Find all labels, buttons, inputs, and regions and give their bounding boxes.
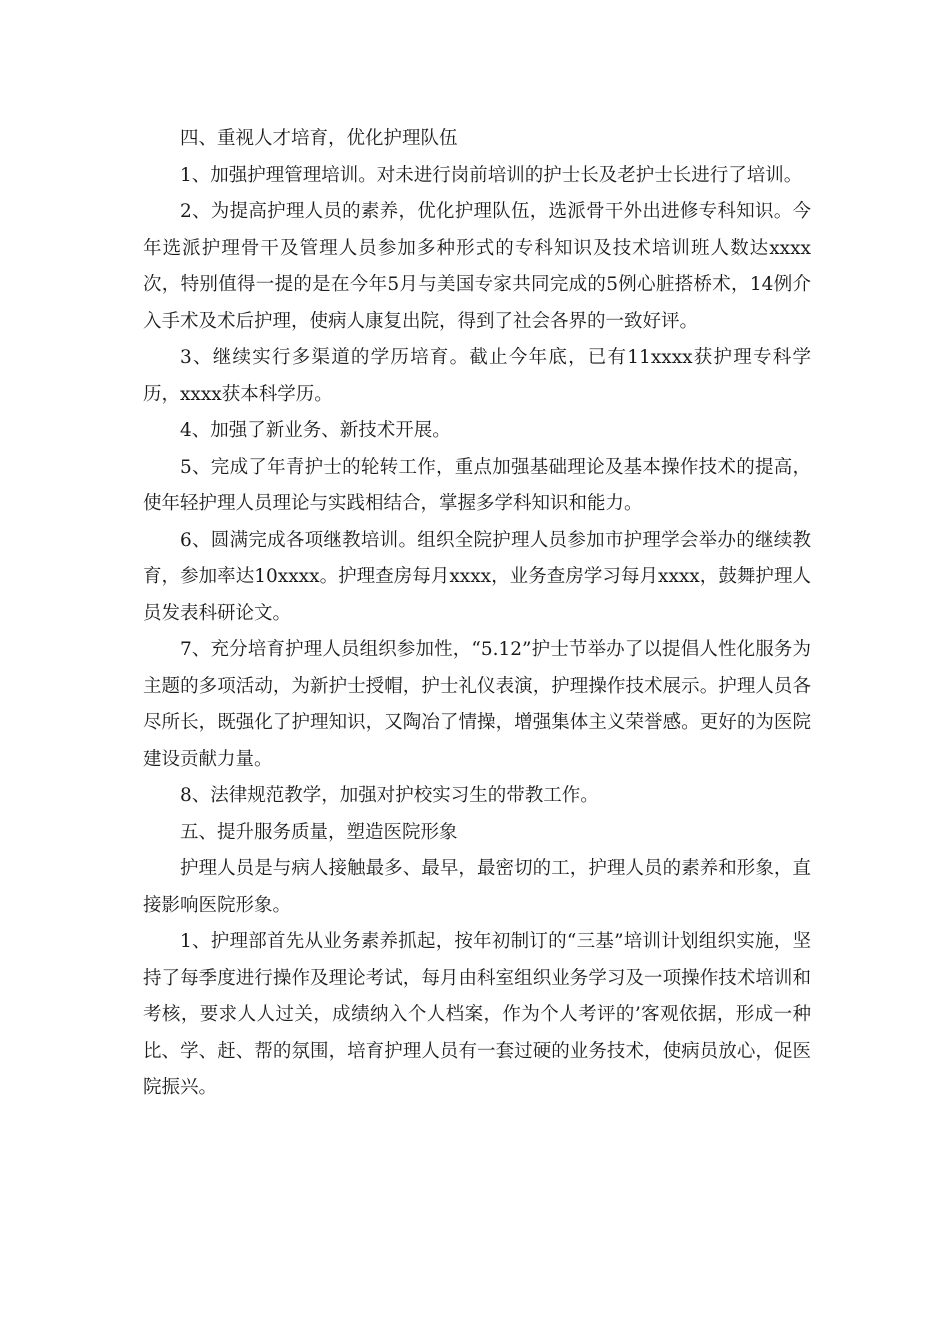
paragraph-nurse-rotation: 5、完成了年青护士的轮转工作，重点加强基础理论及基本操作技术的提高，使年轻护理人员理论与实践相结合，掌握多学科知识和能力。 (143, 456, 811, 514)
paragraph-nurses-day: 7、充分培育护理人员组织参加性，“5.12”护士节举办了以提倡人性化服务为主题的多项活动，为新护士授帽，护士礼仪表演，护理操作技术展示。护理人员各尽所长，既强化了护理知识，又陶冶了情操，增强集体主义荣誉感。更好的为医院建设贡献力量。 (143, 639, 811, 770)
document-body (143, 121, 811, 1107)
paragraph-backbone-training: 2、为提高护理人员的素养，优化护理队伍，选派骨干外出进修专科知识。今年选派护理骨干及管理人员参加多种形式的专科知识及技术培训班人数达xxxx次，特别值得一提的是在今年5月与美国专家共同完成的5例心脏搭桥术，14例介入手术及术后护理，使病人康复出院，得到了社会各界的一致好评。 (143, 201, 811, 332)
paragraph-new-technology: 4、加强了新业务、新技术开展。 (180, 420, 451, 441)
paragraph-nurse-image: 护理人员是与病人接触最多、最早，最密切的工，护理人员的素养和形象，直接影响医院形象。 (143, 858, 811, 916)
paragraph-intern-teaching: 8、法律规范教学，加强对护校实习生的带教工作。 (180, 785, 599, 806)
paragraph-management-training: 1、加强护理管理培训。对未进行岗前培训的护士长及老护士长进行了培训。 (180, 164, 803, 186)
paragraph-three-basics-training: 1、护理部首先从业务素养抓起，按年初制订的“三基”培训计划组织实施，坚持了每季度进行操作及理论考试，每月由科室组织业务学习及一项操作技术培训和考核，要求人人过关，成绩纳入个人档案，作为个人考评的’客观依据，形成一种比、学、赶、帮的氛围，培育护理人员有一套过硬的业务技术，使病员放心，促医院振兴。 (143, 931, 811, 1098)
heading-service-quality: 五、提升服务质量，塑造医院形象 (180, 821, 458, 843)
paragraph-degree-education: 3、继续实行多渠道的学历培育。截止今年底，已有11xxxx获护理专科学历，xxxx获本科学历。 (143, 347, 811, 405)
heading-talent-training: 四、重视人才培育，优化护理队伍 (180, 128, 458, 149)
paragraph-continuing-education: 6、圆满完成各项继教培训。组织全院护理人员参加市护理学会举办的继续教育，参加率达10xxxx。护理查房每月xxxx，业务查房学习每月xxxx，鼓舞护理人员发表科研论文。 (143, 529, 811, 624)
